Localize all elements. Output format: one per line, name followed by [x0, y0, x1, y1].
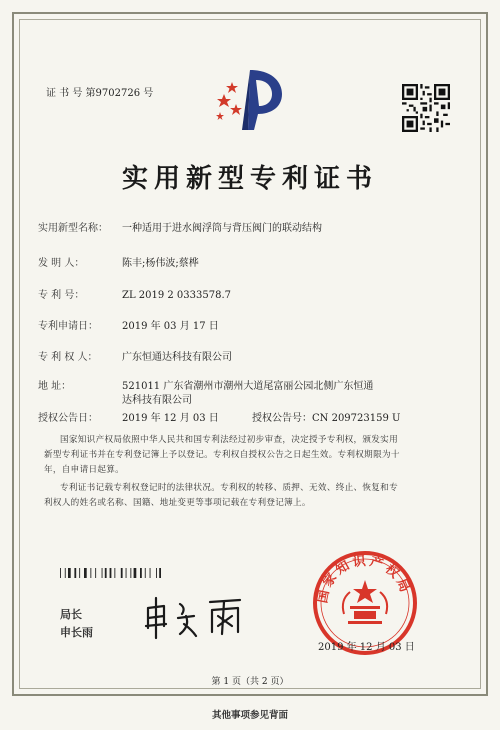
handwritten-signature [140, 594, 260, 642]
seal-text: 国家知识产权局 [315, 553, 414, 605]
field-label-inventors: 发 明 人： [38, 258, 85, 269]
qr-code-icon [402, 84, 450, 132]
field-value-inventors: 陈丰;杨伟波;蔡桦 [122, 258, 199, 269]
certificate-number: 证 书 号 第9702726 号 [46, 88, 154, 99]
paragraph-line-4: 专利证书记载专利权登记时的法律状况。专利权的转移、质押、无效、终止、恢复和专 [60, 483, 398, 493]
field-value-address: 521011 广东省潮州市潮州大道尾富丽公园北侧广东恒通 [122, 381, 374, 392]
director-title: 局长 [60, 608, 82, 621]
paragraph-line-3: 年，自申请日起算。 [44, 465, 125, 475]
field-value-patentee: 广东恒通达科技有限公司 [122, 352, 232, 363]
field-label-patent-number: 专 利 号： [38, 290, 85, 301]
certificate-title: 实用新型专利证书 [121, 164, 378, 194]
field-value-grant-number: 授权公告号：CN 209723159 U [252, 413, 401, 424]
field-value-name: 一种适用于进水阀浮筒与背压阀门的联动结构 [122, 223, 322, 234]
field-value-application-date: 2019 年 03 月 17 日 [122, 321, 219, 332]
field-value-grant-date: 2019 年 12 月 03 日 [122, 413, 219, 424]
field-label-grant-date: 授权公告日： [38, 413, 98, 424]
paragraph-line-5: 利权人的姓名或名称、国籍、地址变更等事项记载在专利登记簿上。 [44, 498, 311, 508]
footer-note: 其他事项参见背面 [211, 710, 288, 721]
director-name: 申长雨 [60, 626, 93, 639]
page-info: 第 1 页（共 2 页） [211, 677, 289, 687]
patent-office-emblem-icon [210, 64, 290, 134]
field-value-patent-number: ZL 2019 2 0333578.7 [122, 290, 232, 301]
paragraph-line-1: 国家知识产权局依照中华人民共和国专利法经过初步审查，决定授予专利权，颁发实用 [60, 435, 398, 445]
field-label-application-date: 专利申请日： [38, 321, 98, 332]
seal-date: 2019 年 12 月 03 日 [318, 642, 415, 653]
field-label-name: 实用新型名称： [38, 223, 108, 234]
barcode-icon [60, 568, 190, 578]
field-label-patentee: 专 利 权 人： [38, 352, 98, 363]
field-label-address: 地 址： [38, 381, 72, 392]
field-value-address-line2: 达科技有限公司 [122, 395, 192, 406]
paragraph-line-2: 新型专利证书并在专利登记簿上予以登记。专利权自授权公告之日起生效。专利权期限为十 [44, 450, 400, 460]
